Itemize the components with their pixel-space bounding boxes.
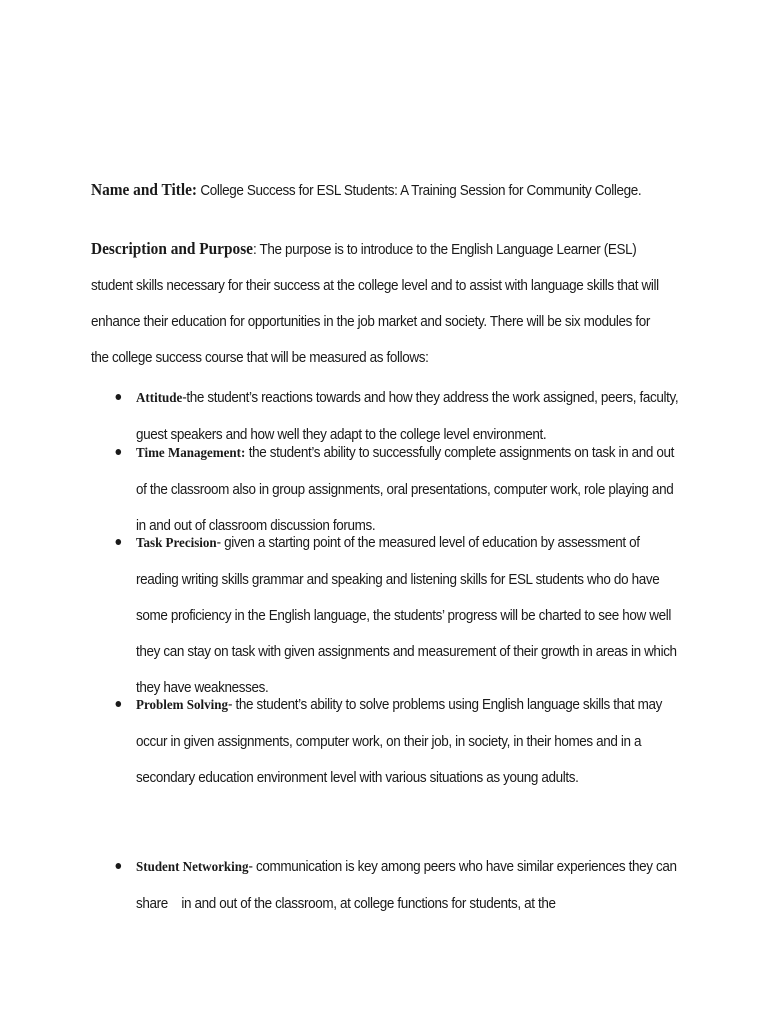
module-item-student-networking [136,849,680,922]
name-and-title-text: College Success for ESL Students: A Training Session for Community College. [197,183,642,199]
module-text: - given a starting point of the measured level of education by assessment of reading writing skills grammar and speaking and listening skills for ESL students who do have some proficiency in the English language, the students’ progress will be charted to see how well they can stay on task with given assignments and measurement of their growth in areas in which they have weaknesses. [136,535,677,696]
module-term: Attitude [136,391,183,406]
description-text: : The purpose is to introduce to the English Language Learner (ESL) student skills necessary for their success at the college level and to assist with language skills that will enhance their education for opportunities in the job market and society. There will be six modules for the college success course that will be measured as follows: [91,242,659,366]
module-text: -the student’s reactions towards and how they address the work assigned, peers, faculty, guest speakers and how well they adapt to the college level environment. [136,390,679,443]
description-label: Description and Purpose [91,239,253,258]
bullet-icon [116,863,122,869]
module-item-task-precision [136,525,680,706]
bullet-icon [116,701,122,707]
bullet-icon [116,394,122,400]
module-text: - communication is key among peers who have similar experiences they can share in and out of the classroom, at college functions for students, at the [136,859,681,912]
bullet-icon [116,539,122,545]
module-text: - the student’s ability to solve problems using English language skills that may occur in given assignments, computer work, on their job, in society, in their homes and in a secondary education environment level with various situations as young adults. [136,697,662,786]
module-item-problem-solving [136,687,680,796]
module-term: Problem Solving [136,698,228,713]
name-and-title-label: Name and Title: [91,180,198,199]
bullet-icon [116,449,122,455]
module-term: Student Networking [136,860,249,875]
module-term: Task Precision [136,536,217,551]
module-term: Time Management: [136,446,246,461]
module-text: the student’s ability to successfully complete assignments on task in and out of the classroom also in group assignments, oral presentations, computer work, role playing and in and out of classroom discussion forums. [136,445,675,534]
